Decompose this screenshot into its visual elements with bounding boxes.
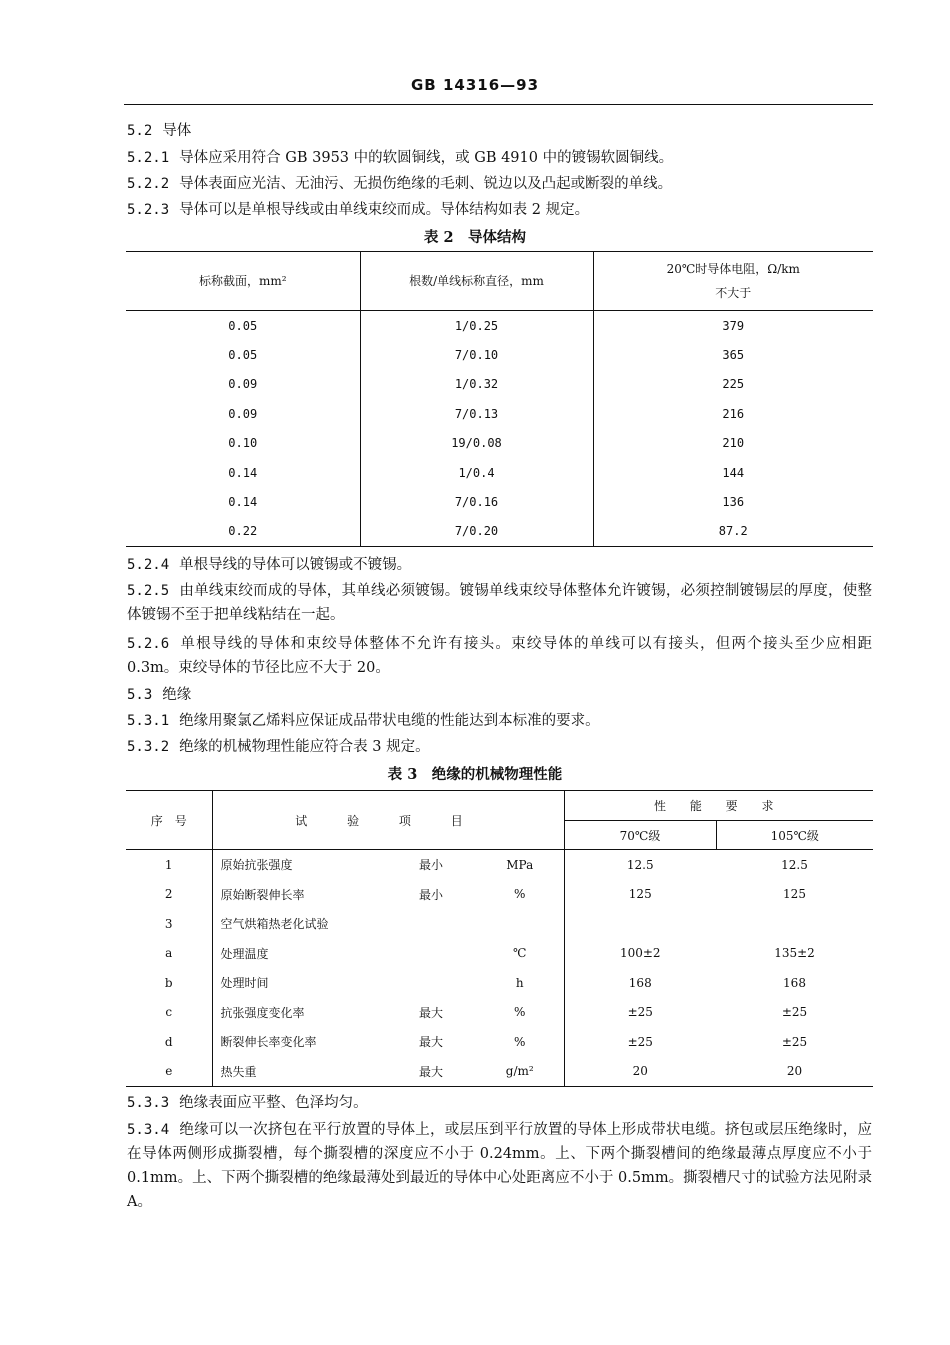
section-number: 5.2.5 [127, 583, 170, 599]
section-5-3-4 [127, 1118, 872, 1214]
table-row [126, 939, 873, 969]
section-text: 导体应采用符合 GB 3953 中的软圆铜线，或 GB 4910 中的镀锡软圆铜线。 [179, 150, 674, 166]
table-row [126, 429, 873, 458]
section-text: 单根导线的导体和束绞导体整体不允许有接头。束绞导体的单线可以有接头，但两个接头至少应相距 0.3m。束绞导体的节径比应不大于 20。 [127, 636, 872, 676]
table-header-row [126, 791, 873, 821]
cell-cross-section: 0.14 [228, 495, 258, 510]
col-header-strands: 根数/单线标称直径，mm [360, 252, 593, 311]
section-5-2-5 [127, 579, 872, 627]
cell-limit [386, 939, 476, 969]
col-header-70c: 70℃级 [564, 821, 716, 850]
cell-item: 热失重 [212, 1057, 386, 1087]
cell-unit [476, 909, 564, 939]
cell-70c: 12.5 [564, 850, 716, 880]
cell-unit: g/m² [505, 1064, 534, 1079]
section-5-2-2 [127, 174, 887, 194]
cell-strands: 1/0.25 [360, 311, 593, 341]
cell-resistance: 225 [593, 370, 873, 399]
cell-cross-section: 0.09 [228, 406, 258, 421]
cell-item: 抗张强度变化率 [212, 998, 386, 1028]
cell-strands: 19/0.08 [360, 429, 593, 458]
cell-105c: ±25 [781, 1005, 808, 1020]
cell-cross-section: 0.05 [228, 348, 258, 363]
table-row [126, 880, 873, 910]
cell-70c [564, 909, 716, 939]
cell-limit [386, 909, 476, 939]
section-number: 5.2.1 [127, 150, 170, 166]
cell-seq: a [165, 946, 173, 961]
cell-cross-section: 0.22 [228, 524, 258, 539]
section-5-2 [127, 121, 887, 141]
section-number: 5.2 [127, 123, 153, 139]
performance-header-text: 性 能 要 求 [654, 799, 784, 813]
table-row [126, 1027, 873, 1057]
cell-limit: 最小 [418, 858, 443, 873]
cell-105c: 168 [783, 975, 806, 990]
cell-70c: 125 [564, 880, 716, 910]
cell-item: 处理时间 [212, 968, 386, 998]
table-row [126, 458, 873, 487]
cell-105c: 125 [783, 887, 806, 902]
cell-item: 处理温度 [212, 939, 386, 969]
cell-item: 空气烘箱热老化试验 [212, 909, 386, 939]
cell-105c: 20 [786, 1064, 803, 1079]
cell-unit: % [514, 1005, 526, 1020]
section-text: 绝缘用聚氯乙烯料应保证成品带状电缆的性能达到本标准的要求。 [179, 713, 600, 729]
cell-strands: 1/0.32 [360, 370, 593, 399]
cell-item: 断裂伸长率变化率 [212, 1027, 386, 1057]
section-number: 5.2.3 [127, 202, 170, 218]
section-number: 5.3.3 [127, 1095, 170, 1111]
section-text: 导体可以是单根导线或由单线束绞而成。导体结构如表 2 规定。 [179, 202, 590, 218]
col-header-performance [564, 791, 873, 821]
conductor-structure-table [126, 251, 873, 547]
cell-cross-section: 0.09 [228, 377, 258, 392]
cell-seq: 2 [164, 887, 173, 902]
section-5-3-3 [127, 1093, 887, 1113]
cell-seq: c [165, 1005, 173, 1020]
section-5-2-1 [127, 148, 887, 168]
table-row [126, 340, 873, 369]
section-number: 5.3.2 [127, 739, 170, 755]
cell-unit: % [514, 887, 526, 902]
cell-resistance: 136 [593, 487, 873, 516]
section-text: 绝缘可以一次挤包在平行放置的导体上，或层压到平行放置的导体上形成带状电缆。挤包或层压绝缘时，应在导体两侧形成撕裂槽，每个撕裂槽的深度应不小于 0.24mm。上、下两个撕裂槽间的绝缘最薄点厚度应不小于 0.1mm。上、下两个撕裂槽的绝缘最薄处到最近的导体中心处距离应不小于 0.5mm。撕裂槽尺寸的试验方法见附录 A。 [127, 1122, 872, 1210]
section-text: 绝缘 [162, 687, 192, 703]
cell-70c: ±25 [564, 1027, 716, 1057]
col-header-105c: 105℃级 [716, 821, 873, 850]
cell-item: 原始断裂伸长率 [212, 880, 386, 910]
cell-unit: % [514, 1034, 526, 1049]
cell-strands: 7/0.13 [360, 399, 593, 428]
section-number: 5.2.4 [127, 557, 170, 573]
section-5-3 [127, 685, 887, 705]
cell-resistance: 365 [593, 340, 873, 369]
page-header: GB 14316—93 [410, 76, 540, 94]
section-5-3-1 [127, 711, 887, 731]
cell-item: 原始抗张强度 [212, 850, 386, 880]
cell-seq: d [164, 1034, 173, 1049]
cell-resistance: 87.2 [593, 517, 873, 547]
section-5-2-6 [127, 632, 872, 680]
section-text: 单根导线的导体可以镀锡或不镀锡。 [179, 557, 412, 573]
cell-105c: 12.5 [781, 857, 808, 872]
header-rule [124, 104, 873, 105]
section-5-2-4 [127, 555, 887, 575]
cell-resistance: 210 [593, 429, 873, 458]
cell-strands: 7/0.16 [360, 487, 593, 516]
section-text: 绝缘表面应平整、色泽均匀。 [179, 1095, 368, 1111]
table-row [126, 487, 873, 516]
cell-seq: 1 [164, 857, 173, 872]
cell-limit: 最大 [418, 1064, 443, 1079]
col-header-seq: 序 号 [126, 791, 212, 850]
cell-resistance: 216 [593, 399, 873, 428]
cell-strands: 7/0.20 [360, 517, 593, 547]
col-header-resistance [593, 252, 873, 311]
cell-unit: ℃ [513, 946, 527, 961]
section-5-3-2 [127, 737, 887, 757]
col-header-item [212, 791, 564, 850]
section-text: 绝缘的机械物理性能应符合表 3 规定。 [179, 739, 430, 755]
cell-70c: 100±2 [564, 939, 716, 969]
cell-70c: ±25 [564, 998, 716, 1028]
section-number: 5.2.6 [127, 636, 170, 652]
cell-limit: 最小 [418, 887, 443, 902]
table-row [126, 517, 873, 547]
col-header-cross-section: 标称截面，mm² [126, 252, 360, 311]
cell-unit: h [515, 975, 524, 990]
cell-cross-section: 0.05 [228, 318, 258, 333]
cell-limit: 最大 [418, 1035, 443, 1050]
section-5-2-3 [127, 200, 887, 220]
cell-70c: 168 [564, 968, 716, 998]
table-row [126, 998, 873, 1028]
cell-105c: ±25 [781, 1034, 808, 1049]
cell-unit: MPa [506, 857, 534, 872]
cell-limit: 最大 [418, 1005, 443, 1020]
cell-seq: 3 [164, 916, 173, 931]
cell-105c [716, 909, 873, 939]
item-header-text: 试 验 项 目 [295, 813, 481, 828]
insulation-properties-table [126, 790, 873, 1087]
cell-resistance: 144 [593, 458, 873, 487]
cell-cross-section: 0.10 [228, 436, 258, 451]
cell-seq: b [164, 975, 173, 990]
resistance-header-line2: 不大于 [715, 286, 752, 300]
section-text: 导体 [162, 123, 192, 139]
section-number: 5.3.1 [127, 713, 170, 729]
table-row [126, 370, 873, 399]
table-row [126, 850, 873, 880]
section-number: 5.3 [127, 687, 153, 703]
cell-resistance: 379 [593, 311, 873, 341]
cell-limit [386, 968, 476, 998]
section-text: 由单线束绞而成的导体，其单线必须镀锡。镀锡单线束绞导体整体允许镀锡，必须控制镀锡层的厚度，使整体镀锡不至于把单线粘结在一起。 [127, 583, 872, 623]
table-row [126, 399, 873, 428]
table-row [126, 968, 873, 998]
cell-cross-section: 0.14 [228, 465, 258, 480]
cell-105c: 135±2 [774, 946, 815, 961]
cell-seq: e [165, 1064, 173, 1079]
section-number: 5.2.2 [127, 176, 170, 192]
cell-strands: 7/0.10 [360, 340, 593, 369]
table2-caption: 表 2 导体结构 [423, 229, 527, 246]
table3-caption: 表 3 绝缘的机械物理性能 [387, 766, 563, 783]
resistance-header-line1: 20℃时导体电阻，Ω/km [666, 262, 800, 276]
section-text: 导体表面应光洁、无油污、无损伤绝缘的毛刺、锐边以及凸起或断裂的单线。 [179, 176, 673, 192]
table-row [126, 311, 873, 341]
table-row [126, 1057, 873, 1087]
table-header-row [126, 252, 873, 311]
cell-strands: 1/0.4 [360, 458, 593, 487]
section-number: 5.3.4 [127, 1122, 170, 1138]
cell-70c: 20 [564, 1057, 716, 1087]
table-row [126, 909, 873, 939]
